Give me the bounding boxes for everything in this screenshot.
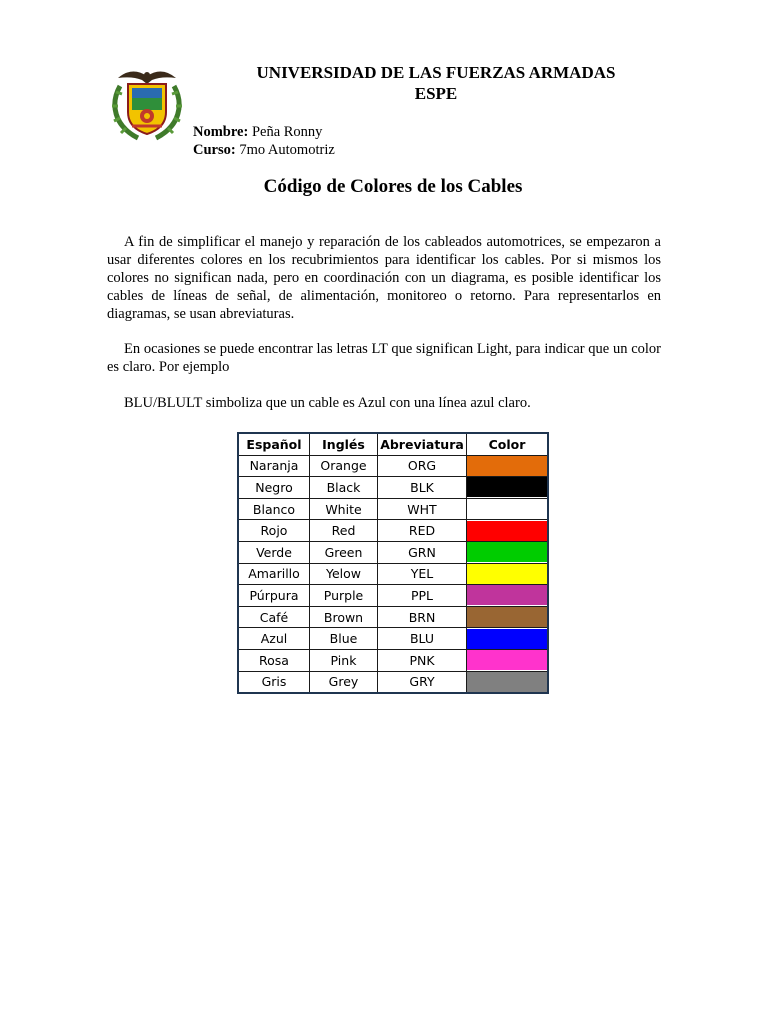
- cell-color: [467, 541, 549, 563]
- table-row: [238, 563, 548, 585]
- table-row: [238, 455, 548, 477]
- table-row: [238, 628, 548, 650]
- cell-english: Pink: [310, 649, 378, 671]
- cell-english: Orange: [310, 455, 378, 477]
- header-english: Inglés: [310, 433, 378, 455]
- table-row: [238, 585, 548, 607]
- cell-english: Yelow: [310, 563, 378, 585]
- cell-abbreviation: PPL: [378, 585, 467, 607]
- color-swatch: [467, 456, 547, 476]
- table-header-row: [238, 433, 548, 455]
- cell-spanish: Naranja: [238, 455, 310, 477]
- cell-abbreviation: ORG: [378, 455, 467, 477]
- cell-spanish: Rosa: [238, 649, 310, 671]
- course-value: 7mo Automotriz: [239, 142, 335, 158]
- cell-color: [467, 563, 549, 585]
- color-swatch: [467, 672, 547, 692]
- course-label: Curso:: [193, 142, 236, 158]
- cell-color: [467, 606, 549, 628]
- color-swatch: [467, 477, 547, 497]
- header-color: Color: [467, 433, 549, 455]
- cell-color: [467, 585, 549, 607]
- name-label: Nombre:: [193, 124, 249, 140]
- cell-english: Green: [310, 541, 378, 563]
- cell-spanish: Azul: [238, 628, 310, 650]
- cell-abbreviation: GRN: [378, 541, 467, 563]
- cell-color: [467, 477, 549, 499]
- cell-abbreviation: PNK: [378, 649, 467, 671]
- color-swatch: [467, 499, 547, 519]
- color-swatch: [467, 629, 547, 649]
- lt-paragraph: En ocasiones se puede encontrar las letras LT que significan Light, para indicar que un color es claro. Por ejemplo: [107, 341, 661, 375]
- table-row: [238, 477, 548, 499]
- header-spanish: Español: [238, 433, 310, 455]
- cell-abbreviation: RED: [378, 520, 467, 542]
- cell-spanish: Negro: [238, 477, 310, 499]
- university-heading: [200, 62, 672, 104]
- color-swatch: [467, 521, 547, 541]
- header-abbreviation: Abreviatura: [378, 433, 467, 455]
- cell-abbreviation: WHT: [378, 498, 467, 520]
- cell-abbreviation: GRY: [378, 671, 467, 693]
- color-swatch: [467, 607, 547, 627]
- cell-color: [467, 649, 549, 671]
- table-row: [238, 606, 548, 628]
- university-name: UNIVERSIDAD DE LAS FUERZAS ARMADAS: [256, 63, 616, 82]
- cell-english: Brown: [310, 606, 378, 628]
- intro-paragraph: A fin de simplificar el manejo y reparación de los cableados automotrices, se empezaron a usar diferentes colores en los recubrimientos para identificar los cables. Por si mismos los colores no significan nada, pero en coordinación con un diagrama, es posible identificar los cables de líneas de señal, de alimentación, monitoreo o retorno. Para representarlos en diagramas, se usan abreviaturas.: [107, 234, 661, 322]
- name-value: Peña Ronny: [251, 124, 323, 140]
- cell-abbreviation: BLU: [378, 628, 467, 650]
- university-crest-icon: [108, 64, 186, 142]
- cell-color: [467, 455, 549, 477]
- cell-spanish: Púrpura: [238, 585, 310, 607]
- cell-spanish: Gris: [238, 671, 310, 693]
- cell-spanish: Verde: [238, 541, 310, 563]
- table-row: [238, 649, 548, 671]
- example-paragraph: BLU/BLULT simboliza que un cable es Azul con una línea azul claro.: [124, 395, 531, 411]
- cell-english: Grey: [310, 671, 378, 693]
- table-row: [238, 541, 548, 563]
- page-title: Código de Colores de los Cables: [263, 176, 523, 197]
- color-code-table: [237, 432, 549, 694]
- cell-color: [467, 498, 549, 520]
- cell-spanish: Blanco: [238, 498, 310, 520]
- cell-color: [467, 628, 549, 650]
- cell-english: Red: [310, 520, 378, 542]
- color-swatch: [467, 564, 547, 584]
- cell-spanish: Café: [238, 606, 310, 628]
- cell-color: [467, 671, 549, 693]
- name-line: [193, 123, 335, 141]
- cell-english: White: [310, 498, 378, 520]
- table-row: [238, 498, 548, 520]
- cell-english: Purple: [310, 585, 378, 607]
- course-line: [193, 141, 335, 159]
- color-swatch: [467, 542, 547, 562]
- student-info: [193, 123, 335, 159]
- cell-color: [467, 520, 549, 542]
- university-acronym: ESPE: [414, 84, 458, 103]
- color-swatch: [467, 650, 547, 670]
- cell-abbreviation: BLK: [378, 477, 467, 499]
- cell-abbreviation: BRN: [378, 606, 467, 628]
- cell-abbreviation: YEL: [378, 563, 467, 585]
- cell-spanish: Rojo: [238, 520, 310, 542]
- cell-spanish: Amarillo: [238, 563, 310, 585]
- color-swatch: [467, 585, 547, 605]
- table-row: [238, 520, 548, 542]
- table-row: [238, 671, 548, 693]
- cell-english: Blue: [310, 628, 378, 650]
- cell-english: Black: [310, 477, 378, 499]
